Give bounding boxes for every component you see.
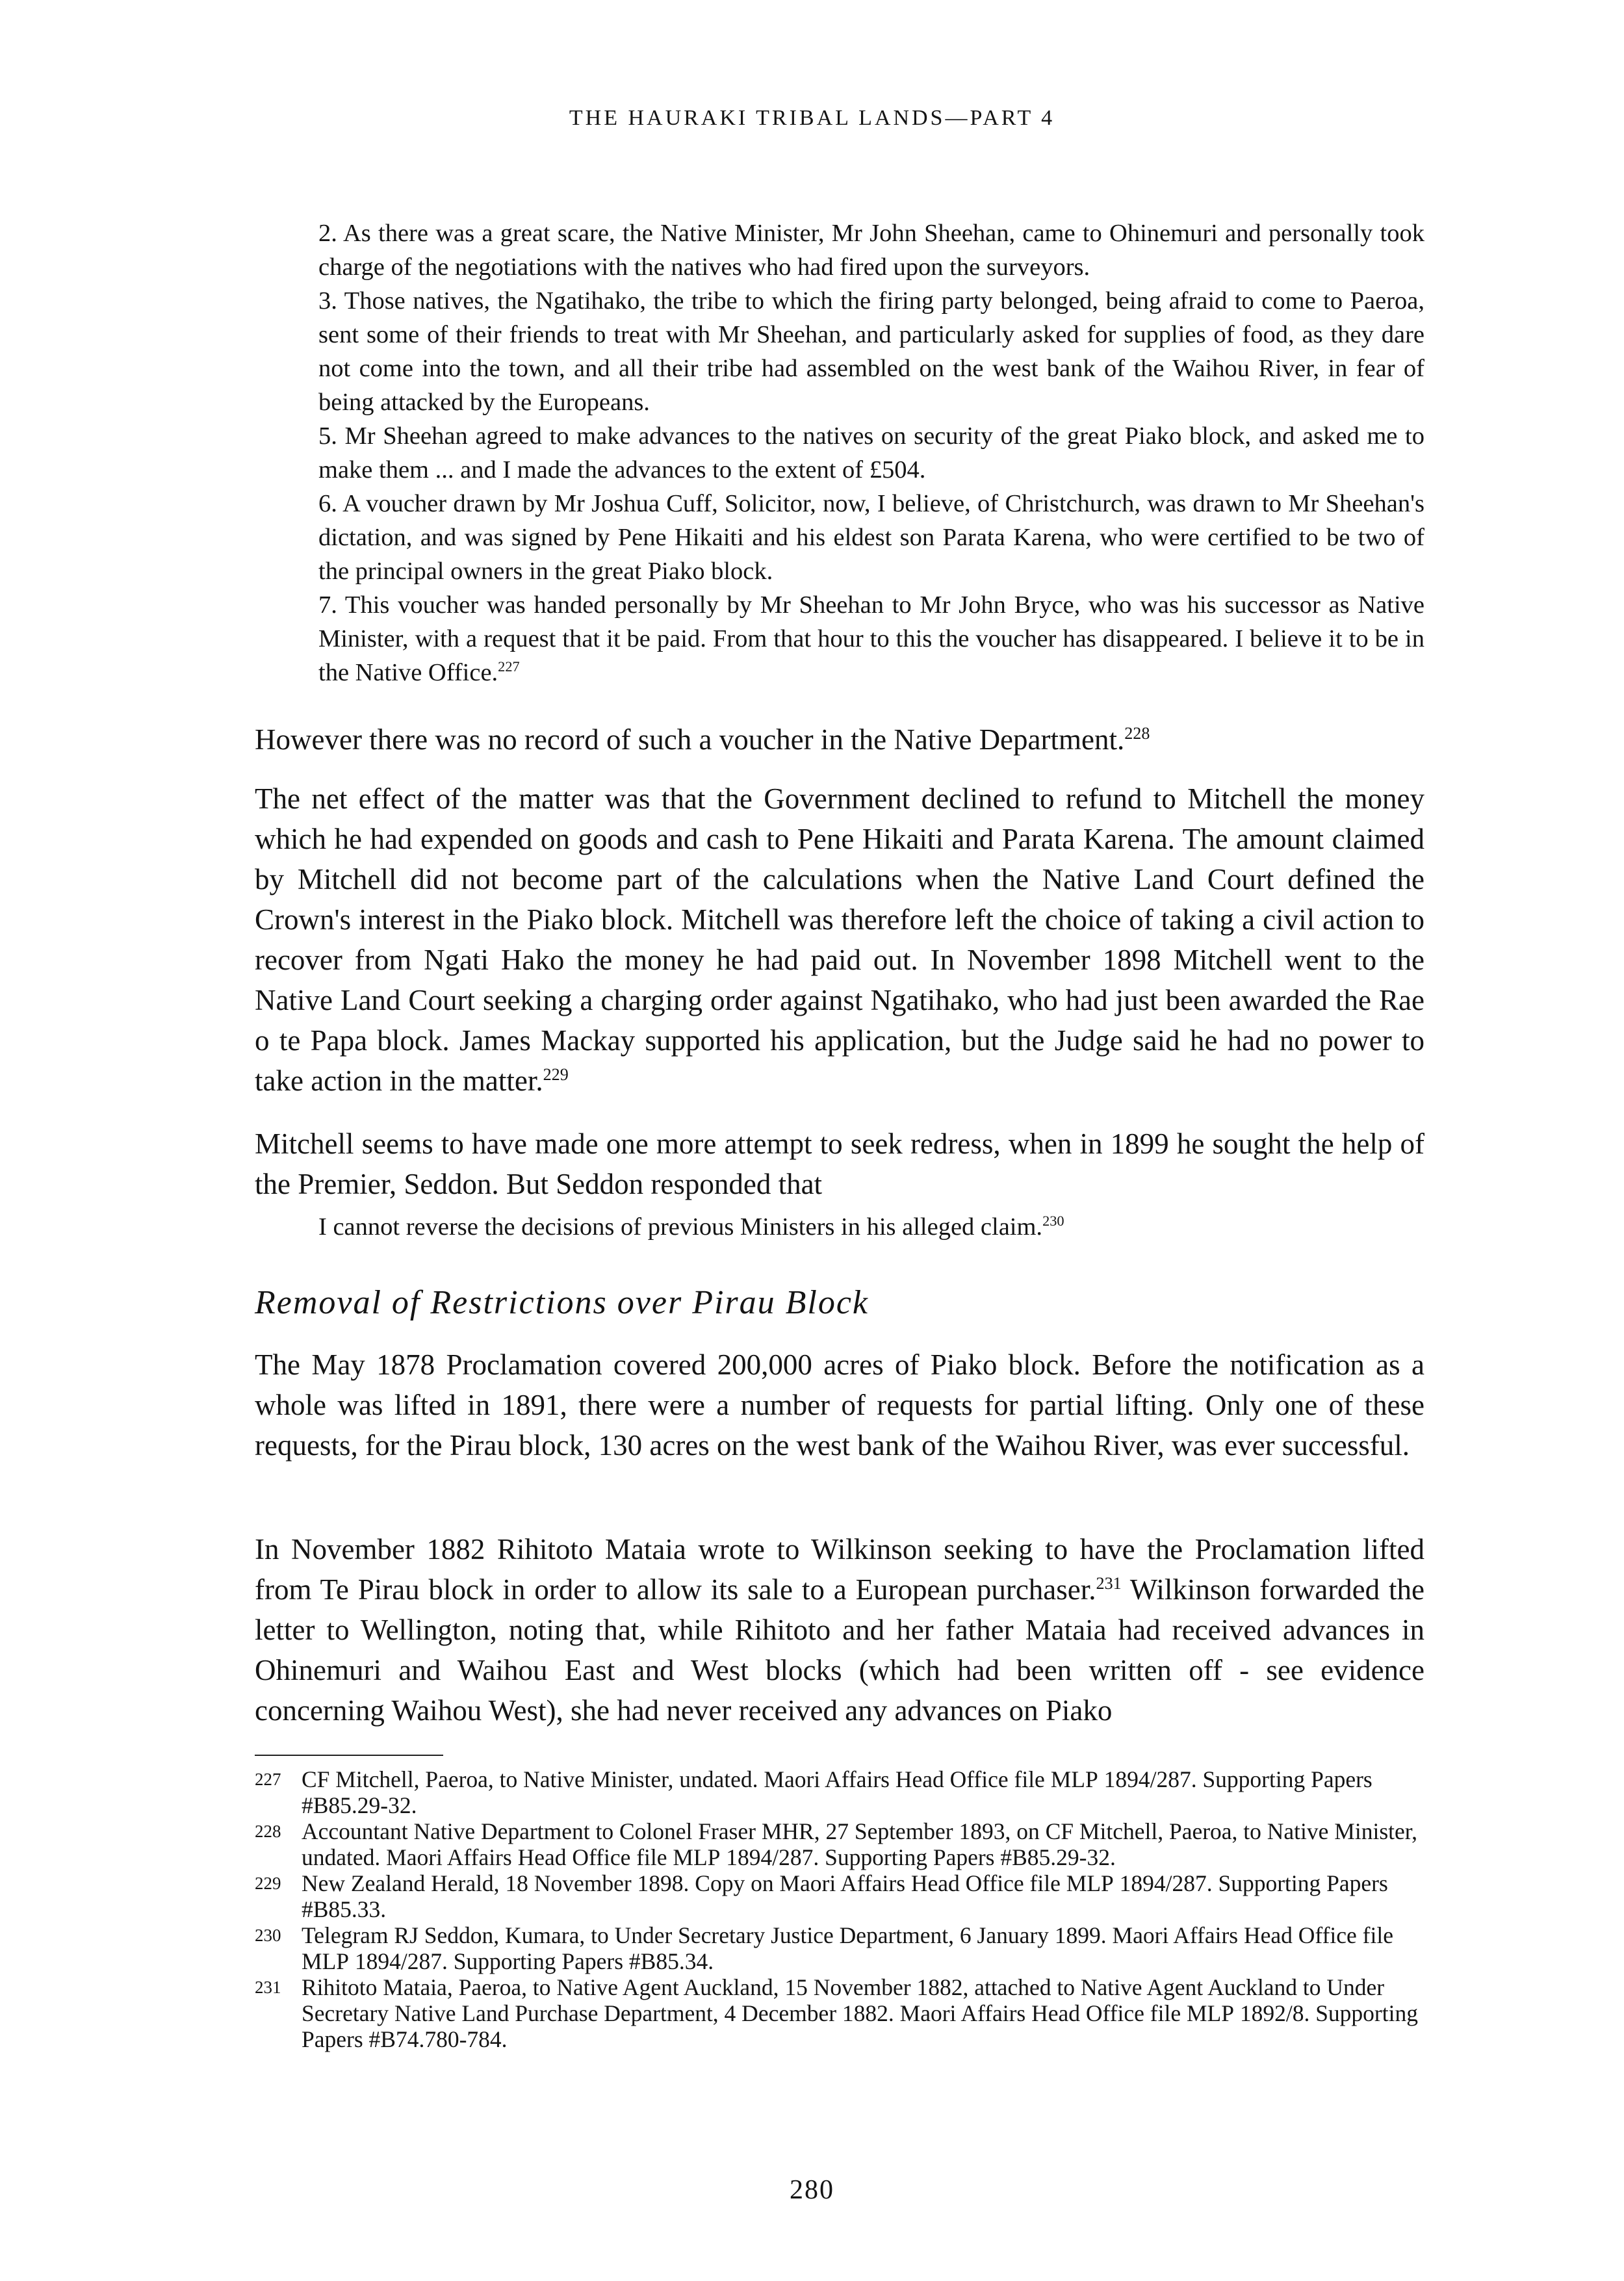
footnotes bbox=[255, 1766, 1424, 2052]
paragraph-text: However there was no record of such a voucher in the Native Department. bbox=[255, 723, 1125, 756]
paragraph-block bbox=[255, 1345, 1424, 1465]
section-heading: Removal of Restrictions over Pirau Block bbox=[255, 1284, 870, 1321]
footnote-text: Rihitoto Mataia, Paeroa, to Native Agent Auckland, 15 November 1882, attached to Native Agent Auckland to Under Secretary Native Land Purchase Department, 4 December 1882. Maori Affairs Head Office file MLP 1892/8. Supporting Papers #B74.780-784. bbox=[302, 1974, 1418, 2052]
quote-paragraph: 5. Mr Sheehan agreed to make advances to the natives on security of the great Piako block, and asked me to make them ... and I made the advances to the extent of £504. bbox=[318, 422, 1424, 483]
footnote bbox=[255, 1870, 1424, 1922]
footnote-text: Telegram RJ Seddon, Kumara, to Under Secretary Justice Department, 6 January 1899. Maori Affairs Head Office file MLP 1894/287. Supporting Papers #B85.34. bbox=[302, 1922, 1393, 1974]
footnote-text: Accountant Native Department to Colonel Fraser MHR, 27 September 1893, on CF Mitchell, Paeroa, to Native Minister, undated. Maori Affairs Head Office file MLP 1894/287. Supporting Papers #B85.29-32. bbox=[302, 1818, 1418, 1870]
paragraph-block bbox=[255, 1124, 1424, 1204]
footnote-divider bbox=[255, 1755, 443, 1756]
footnote-number: 227 bbox=[255, 1770, 281, 1789]
footnote-number: 229 bbox=[255, 1874, 281, 1893]
block-quote bbox=[318, 216, 1424, 689]
body-paragraph: The May 1878 Proclamation covered 200,000 acres of Piako block. Before the notification as a whole was lifted in 1891, there were a number of requests for partial lifting. Only one of these requests, for the Pirau block, 130 acres on the west bank of the Waihou River, was ever successful. bbox=[255, 1348, 1424, 1462]
footnote-ref: 230 bbox=[1042, 1213, 1064, 1230]
paragraph-block bbox=[255, 719, 1424, 760]
footnote-ref: 228 bbox=[1124, 724, 1150, 743]
short-quote-text: I cannot reverse the decisions of previous Ministers in his alleged claim. bbox=[318, 1213, 1043, 1241]
file-prefix: MLP bbox=[1186, 2000, 1234, 2026]
file-prefix: MLP bbox=[1066, 1870, 1114, 1896]
file-prefix: MLP bbox=[302, 1948, 349, 1974]
paragraph-text: Wilkinson forwarded the letter to Wellington, noting that, while Rihitoto and her father Mataia had received advances in Ohinemuri and Waihou East and West blocks (which had been written off - see evidence concerning Waihou West), she had never received any advances on Piako bbox=[255, 1573, 1424, 1727]
footnote bbox=[255, 1766, 1424, 1818]
footnote-number: 230 bbox=[255, 1926, 281, 1945]
page-number: 280 bbox=[790, 2175, 834, 2205]
footnote-number: 231 bbox=[255, 1978, 281, 1997]
footnote-ref: 231 bbox=[1096, 1574, 1122, 1593]
paragraph-block bbox=[255, 1529, 1424, 1731]
quote-paragraph bbox=[318, 588, 1424, 689]
quote-paragraph: 2. As there was a great scare, the Native Minister, Mr John Sheehan, came to Ohinemuri and personally took charge of the negotiations with the natives who had fired upon the surveyors. bbox=[318, 220, 1424, 281]
footnote bbox=[255, 1818, 1424, 1870]
footnote-ref: 229 bbox=[543, 1065, 569, 1084]
footnote-text: CF Mitchell, Paeroa, to Native Minister, undated. Maori Affairs Head Office file MLP 1894/287. Supporting Papers #B85.29-32. bbox=[302, 1766, 1373, 1818]
footnote-ref: 227 bbox=[498, 658, 520, 675]
file-prefix: MLP bbox=[1050, 1766, 1098, 1792]
footnote-number: 228 bbox=[255, 1822, 281, 1841]
paragraph-text: The net effect of the matter was that the Government declined to refund to Mitchell the money which he had expended on goods and cash to Pene Hikaiti and Parata Karena. The amount claimed by Mitchell did not become part of the calculations when the Native Land Court defined the Crown's interest in the Piako block. Mitchell was therefore left the choice of taking a civil action to recover from Ngati Hako the money he had paid out. In November 1898 Mitchell went to the Native Land Court seeking a charging order against Ngatihako, who had just been awarded the Rae o te Papa block. James Mackay supported his application, but the Judge said he had no power to take action in the matter. bbox=[255, 782, 1424, 1097]
file-prefix: MLP bbox=[673, 1844, 721, 1870]
footnote-text: New Zealand Herald, 18 November 1898. Copy on Maori Affairs Head Office file MLP 1894/287. Supporting Papers #B85.33. bbox=[302, 1870, 1388, 1922]
body-paragraph bbox=[255, 719, 1424, 760]
footnote bbox=[255, 1974, 1424, 2052]
body-paragraph bbox=[255, 1529, 1424, 1731]
quote-text: 7. This voucher was handed personally by Mr Sheehan to Mr John Bryce, who was his successor as Native Minister, with a request that it be paid. From that hour to this the voucher has disappeared. I believe it to be in the Native Office. bbox=[318, 591, 1424, 686]
short-quote bbox=[318, 1210, 1064, 1244]
body-paragraph bbox=[255, 779, 1424, 1101]
running-head: THE HAURAKI TRIBAL LANDS—PART 4 bbox=[569, 106, 1055, 130]
quote-paragraph: 3. Those natives, the Ngatihako, the tribe to which the firing party belonged, being afraid to come to Paeroa, sent some of their friends to treat with Mr Sheehan, and particularly asked for supplies of food, as they dare not come into the town, and all their tribe had assembled on the west bank of the Waihou River, in fear of being attacked by the Europeans. bbox=[318, 287, 1424, 416]
body-paragraph: Mitchell seems to have made one more attempt to seek redress, when in 1899 he sought the help of the Premier, Seddon. But Seddon responded that bbox=[255, 1128, 1424, 1200]
paragraph-text: In November 1882 Rihitoto Mataia wrote to Wilkinson seeking to have the Proclamation lifted from Te Pirau block in order to allow its sale to a European purchaser. bbox=[255, 1533, 1424, 1606]
paragraph-block bbox=[255, 779, 1424, 1101]
quote-paragraph: 6. A voucher drawn by Mr Joshua Cuff, Solicitor, now, I believe, of Christchurch, was drawn to Mr Sheehan's dictation, and was signed by Pene Hikaiti and his eldest son Parata Karena, who were certified to be two of the principal owners in the great Piako block. bbox=[318, 490, 1424, 585]
footnote bbox=[255, 1922, 1424, 1974]
